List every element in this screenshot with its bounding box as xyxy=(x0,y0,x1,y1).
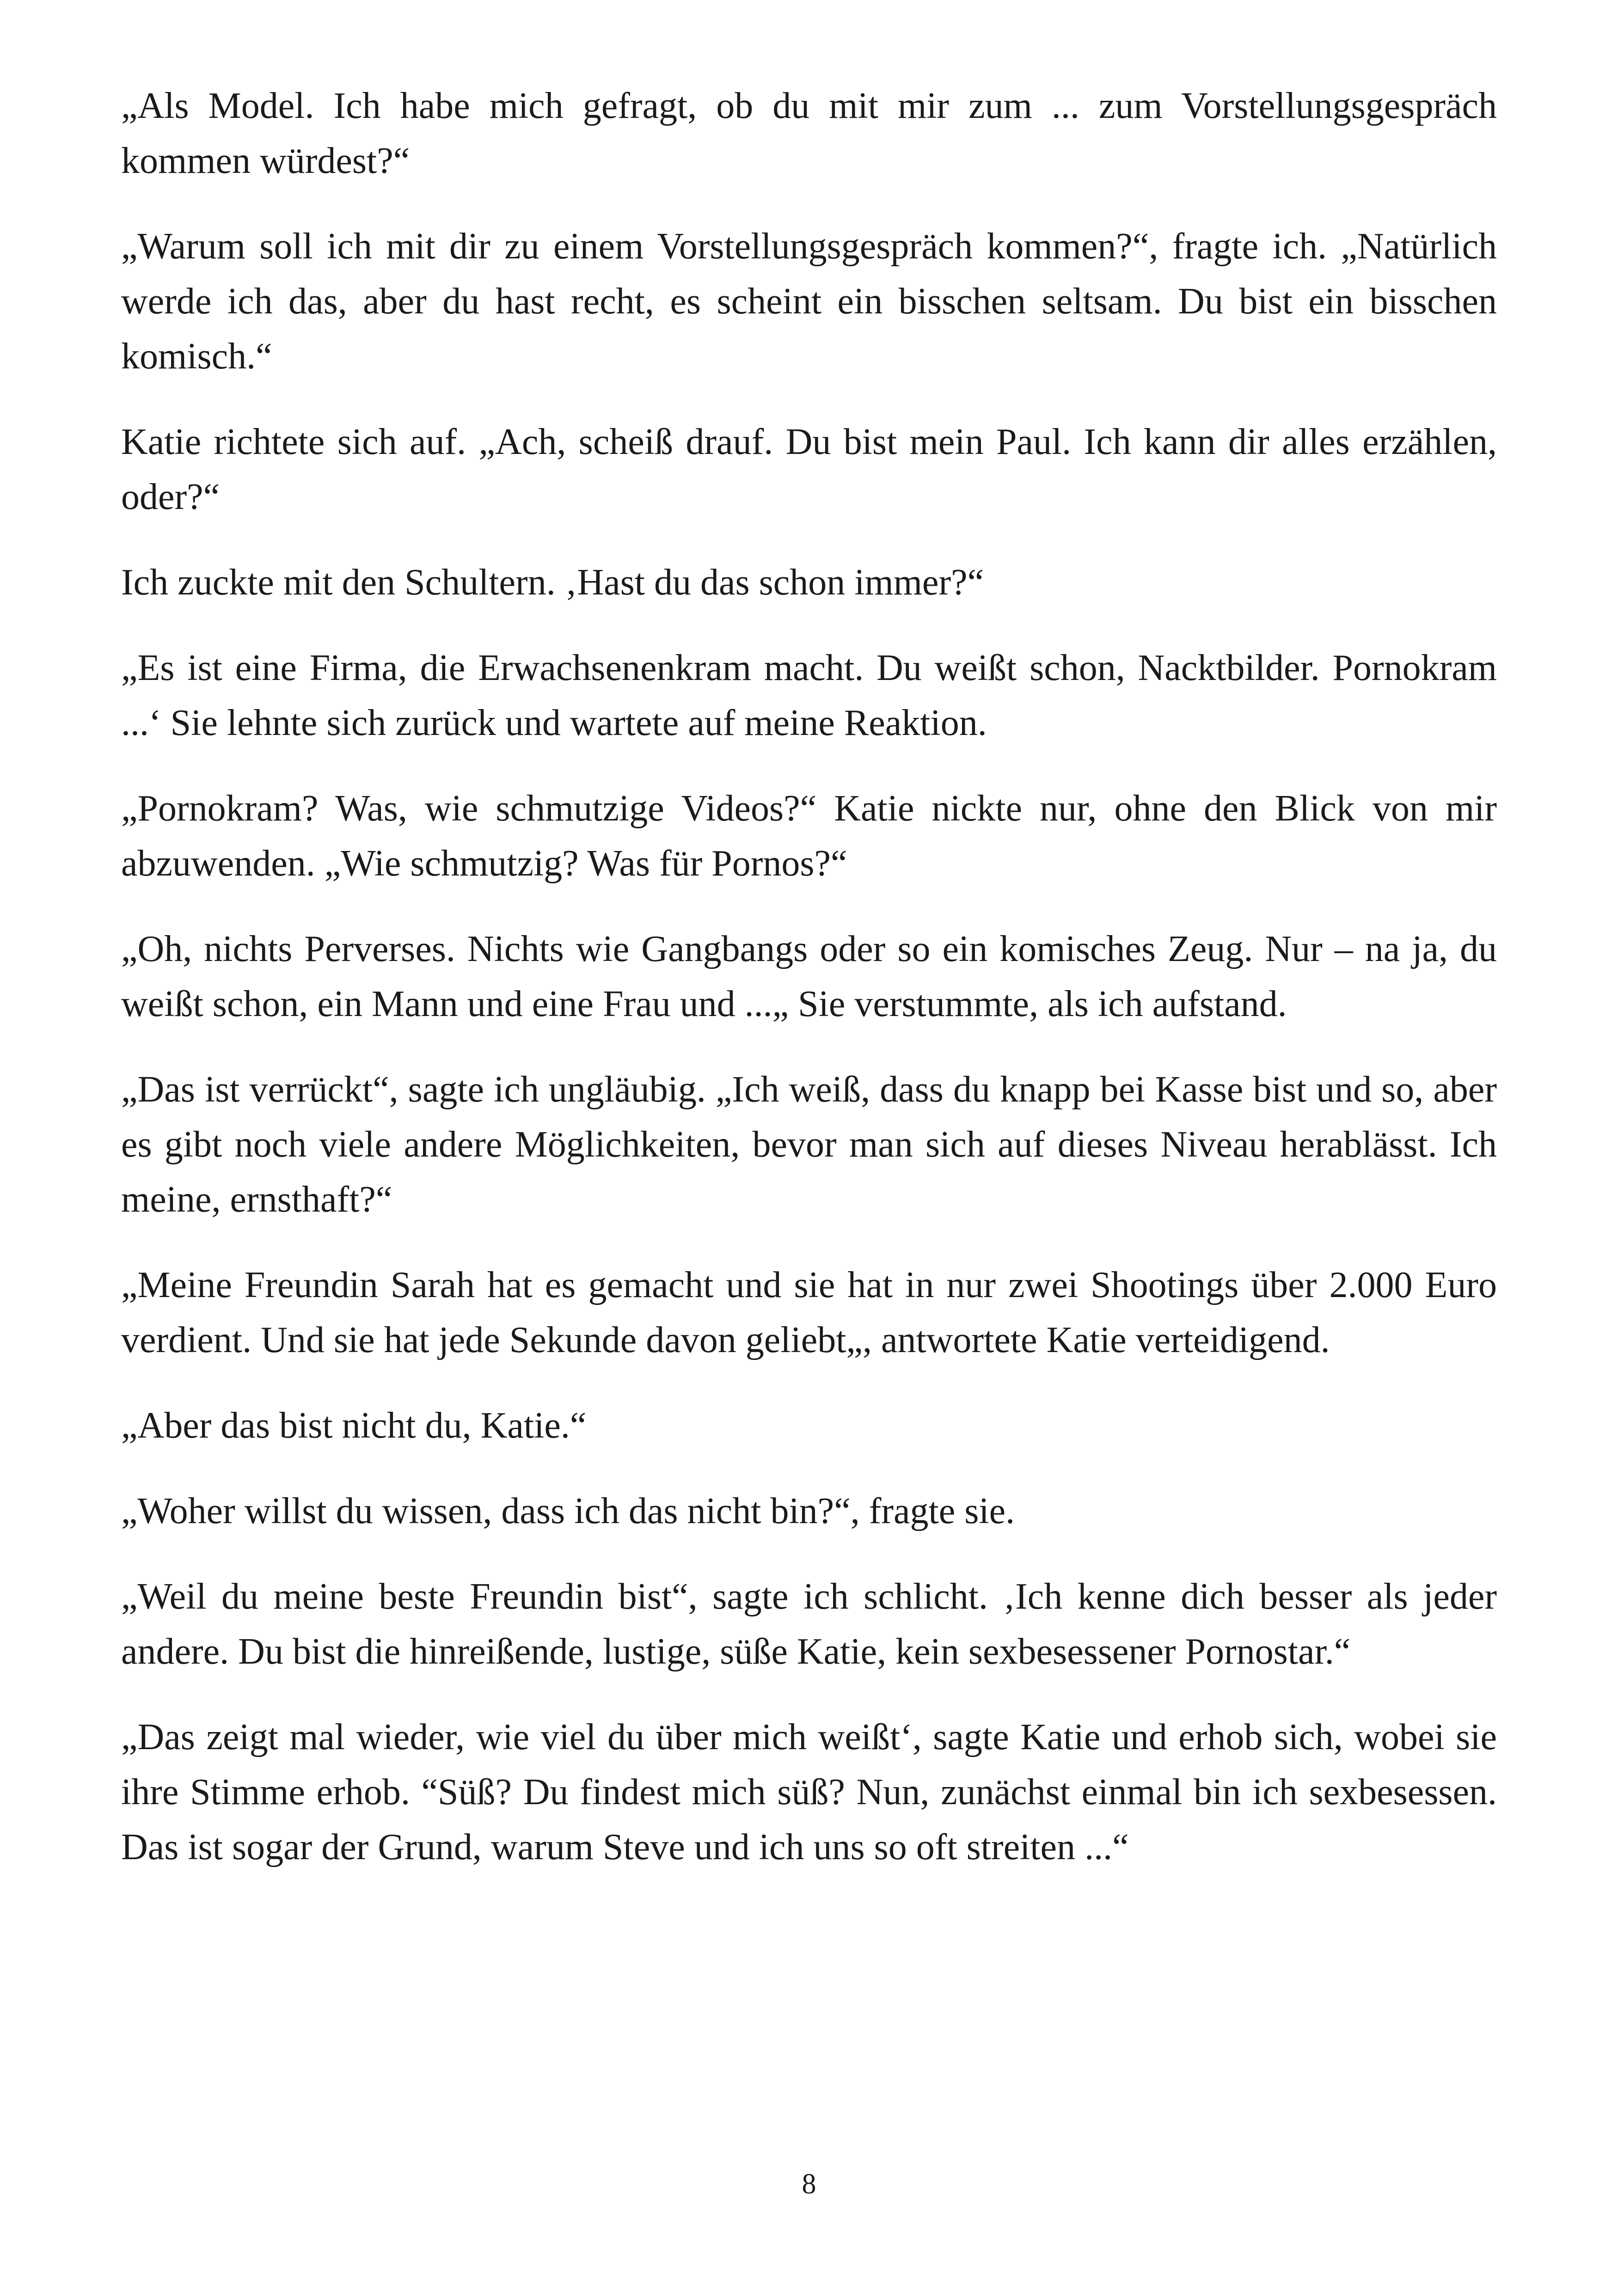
paragraph: Ich zuckte mit den Schultern. ‚Hast du das schon immer?“ xyxy=(121,562,984,603)
page-body xyxy=(121,79,1497,1905)
paragraph: „Warum soll ich mit dir zu einem Vorstellungsgespräch kommen?“, fragte ich. „Natürlich werde ich das, aber du hast recht, es scheint ein bisschen seltsam. Du bist ein bisschen komisch.“ xyxy=(121,226,1497,377)
paragraph: „Weil du meine beste Freundin bist“, sagte ich schlicht. ‚Ich kenne dich besser als jeder andere. Du bist die hinreißende, lustige, süße Katie, kein sexbesessener Pornostar.“ xyxy=(121,1576,1497,1672)
paragraph: „Pornokram? Was, wie schmutzige Videos?“ Katie nickte nur, ohne den Blick von mir abzuwenden. „Wie schmutzig? Was für Pornos?“ xyxy=(121,788,1497,884)
paragraph: „Meine Freundin Sarah hat es gemacht und sie hat in nur zwei Shootings über 2.000 Euro verdient. Und sie hat jede Sekunde davon geliebt„, antwortete Katie verteidigend. xyxy=(121,1265,1497,1360)
paragraph: Katie richtete sich auf. „Ach, scheiß drauf. Du bist mein Paul. Ich kann dir alles erzählen, oder?“ xyxy=(121,422,1497,517)
paragraph: „Woher willst du wissen, dass ich das nicht bin?“, fragte sie. xyxy=(121,1491,1015,1531)
paragraph: „Aber das bist nicht du, Katie.“ xyxy=(121,1405,587,1446)
paragraph: „Oh, nichts Perverses. Nichts wie Gangbangs oder so ein komisches Zeug. Nur – na ja, du weißt schon, ein Mann und eine Frau und ...„ Sie verstummte, als ich aufstand. xyxy=(121,929,1497,1024)
paragraph: „Als Model. Ich habe mich gefragt, ob du mit mir zum ... zum Vorstellungsgespräch kommen würdest?“ xyxy=(121,86,1497,181)
paragraph: „Es ist eine Firma, die Erwachsenenkram macht. Du weißt schon, Nacktbilder. Pornokram ...‘ Sie lehnte sich zurück und wartete auf meine Reaktion. xyxy=(121,648,1497,743)
paragraph: „Das zeigt mal wieder, wie viel du über mich weißt‘, sagte Katie und erhob sich, wobei sie ihre Stimme erhob. “Süß? Du findest mich süß? Nun, zunächst einmal bin ich sexbesessen. Das ist sogar der Grund, warum Steve und ich uns so oft streiten ...“ xyxy=(121,1717,1497,1867)
paragraph: „Das ist verrückt“, sagte ich ungläubig. „Ich weiß, dass du knapp bei Kasse bist und so, aber es gibt noch viele andere Möglichkeiten, bevor man sich auf dieses Niveau herablässt. Ich meine, ernsthaft?“ xyxy=(121,1069,1497,1220)
page-number: 8 xyxy=(802,2168,816,2200)
